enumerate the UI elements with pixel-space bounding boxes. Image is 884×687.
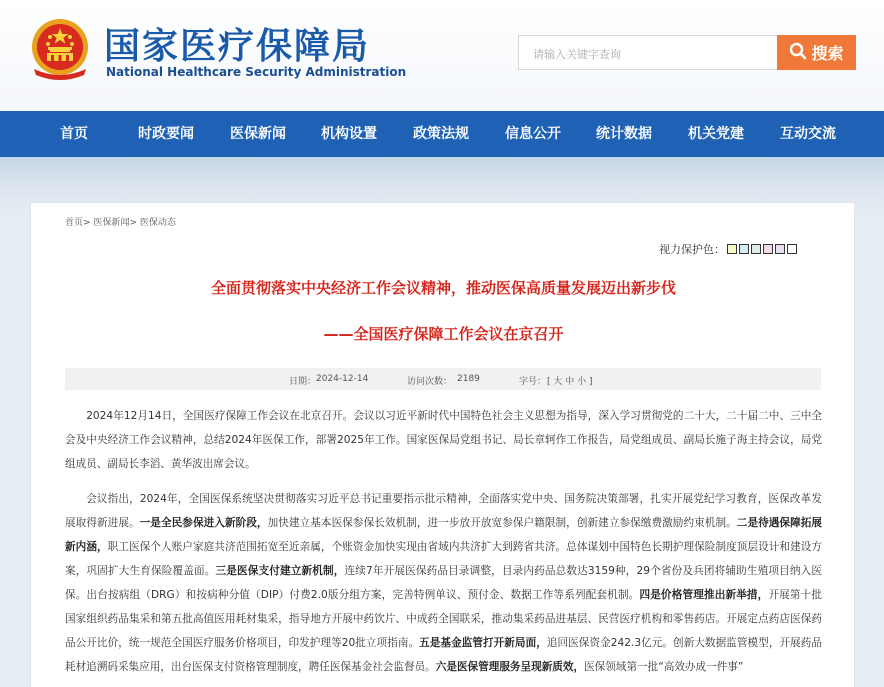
para2-segment: 追回医保资金242.3亿元。创新大数据监管模型，开展药品耗材追溯码采集应用，出台医保支付资格管理制度，聘任医保基金社会监督员。 [65, 637, 823, 673]
eye-protection-label: 视力保护色： [659, 243, 725, 256]
color-swatch-blue[interactable] [739, 244, 749, 254]
search-button[interactable] [777, 35, 856, 70]
article-date: 2024-12-14 [316, 374, 369, 384]
search-input[interactable]: 请输入关键字查询 [518, 35, 778, 70]
site-header [0, 0, 884, 111]
nav-item-organization[interactable]: 机构设置 [321, 126, 377, 142]
article-title: 全面贯彻落实中央经济工作会议精神，推动医保高质量发展迈出新步伐 [210, 279, 676, 297]
nav-item-disclosure[interactable]: 信息公开 [505, 126, 561, 142]
date-label: 日期： [289, 377, 317, 387]
para2-segment: 职工医保个人账户家庭共济范围拓宽至近亲属，个账资金加快实现由省域内共济扩大到跨省共济。总体谋划中国特色长期护理保险制度顶层设计和建设方案，巩固扩大生育保险覆盖面。 [65, 541, 822, 577]
para2-segment: 开展第十批国家组织药品集采和第五批高值医用耗材集采，指导地方开展中药饮片、中成药全国联采，推动集采药品进基层、民营医疗机构和零售药店。开展定点药店医保药品公开比价，统一规范全国医疗服务价格项目，印发护理等20批立项指南。 [65, 589, 823, 649]
nav-item-interaction[interactable]: 互动交流 [780, 126, 836, 142]
article-paragraph-2 [65, 487, 822, 679]
color-swatch-white[interactable] [787, 244, 797, 254]
visits-label: 访问次数： [407, 377, 453, 387]
breadcrumb-dynamics[interactable]: 医保动态 [139, 218, 176, 228]
nav-item-statistics[interactable]: 统计数据 [596, 126, 652, 142]
breadcrumb [65, 215, 176, 228]
national-emblem-icon[interactable] [28, 17, 92, 83]
search-button-label: 搜索 [811, 44, 844, 63]
article-paragraph-1: 2024年12月14日，全国医疗保障工作会议在北京召开。会议以习近平新时代中国特色社会主义思想为指导，深入学习贯彻党的二十大，二十届二中、三中全会及中央经济工作会议精神，总结2024年医保工作，部署2025年工作。国家医保局党组书记、局长章轲作工作报告，局党组成员、副局长施子海主持会议，局党组成员、副局长李滔、黄华波出席会议。 [65, 410, 822, 470]
breadcrumb-separator: > [129, 218, 137, 228]
para2-highlight-3: 三是医保支付建立新机制， [215, 565, 345, 577]
article-meta-bar [65, 368, 821, 390]
para2-highlight-5: 五是基金监管打开新局面， [419, 637, 547, 649]
nav-item-policies[interactable]: 政策法规 [413, 126, 469, 142]
breadcrumb-news[interactable]: 医保新闻 [93, 218, 130, 228]
nav-item-current-affairs[interactable]: 时政要闻 [138, 126, 194, 142]
nav-item-party[interactable]: 机关党建 [688, 126, 744, 142]
para2-highlight-6: 六是医保管理服务呈现新质效， [435, 661, 585, 673]
font-size-options[interactable]: [ 大 中 小 ] [547, 377, 593, 387]
site-name-en: National Healthcare Security Administration [106, 65, 407, 79]
nav-item-home[interactable]: 首页 [60, 126, 88, 142]
site-name-cn[interactable]: 国家医疗保障局 [104, 26, 371, 67]
para2-highlight-2: 二是待遇保障拓展新内涵， [65, 517, 823, 553]
color-swatch-green[interactable] [751, 244, 761, 254]
main-nav [0, 111, 884, 157]
search-icon [789, 42, 807, 64]
eye-protection-colors [659, 241, 797, 257]
para2-segment: 连续7年开展医保药品目录调整，目录内药品总数达3159种，29个省份及兵团将辅助生殖项目纳入医保。出台按病组（DRG）和按病种分值（DIP）付费2.0版分组方案，完善特例单议、预付金、数据工作等系列配套机制。 [65, 565, 822, 601]
para2-segment: 加快建立基本医保参保长效机制，进一步放开放宽参保户籍限制，创新建立参保缴费激励约束机制。 [267, 517, 737, 529]
color-swatch-pink[interactable] [763, 244, 773, 254]
font-size-label: 字号： [519, 377, 547, 387]
nav-item-news[interactable]: 医保新闻 [230, 126, 286, 142]
visit-count: 2189 [457, 374, 480, 384]
article-subtitle: ——全国医疗保障工作会议在京召开 [323, 325, 564, 343]
para2-highlight-1: 一是全民参保进入新阶段， [139, 517, 268, 529]
color-swatch-purple[interactable] [775, 244, 785, 254]
breadcrumb-home[interactable]: 首页 [65, 218, 84, 228]
para2-segment: 会议指出，2024年，全国医保系统坚决贯彻落实习近平总书记重要指示批示精神，全面落实党中央、国务院决策部署，扎实开展党纪学习教育，医保改革发展取得新进展。 [65, 493, 822, 529]
para2-segment: 医保领域第一批“高效办成一件事” [584, 661, 744, 673]
breadcrumb-separator: > [83, 218, 91, 228]
color-swatch-yellow[interactable] [727, 244, 737, 254]
para2-highlight-4: 四是价格管理推出新举措， [639, 589, 769, 601]
article-card [30, 202, 855, 687]
